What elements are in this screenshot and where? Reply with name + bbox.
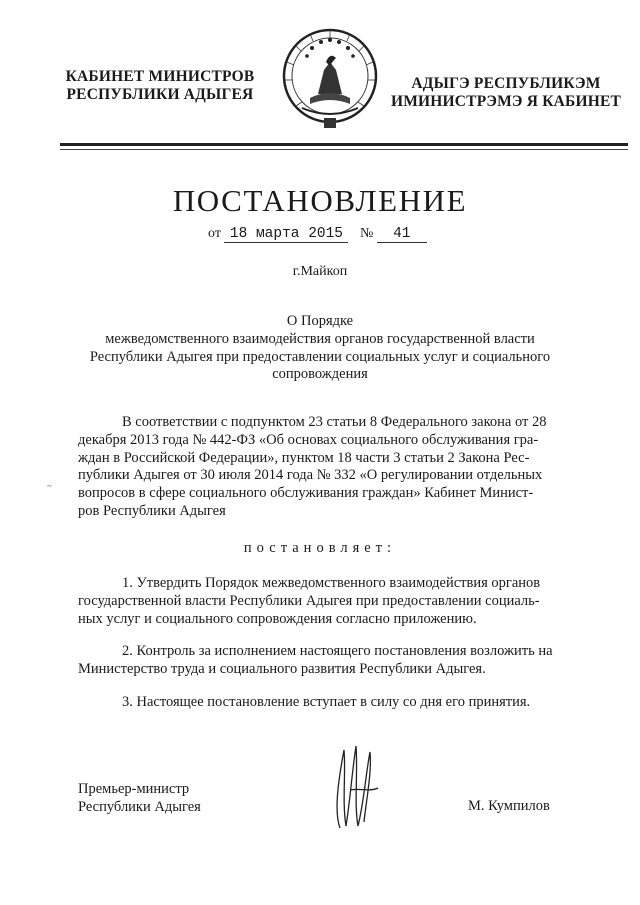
header-divider-thick <box>60 143 628 146</box>
decree-word: постановляет: <box>243 540 397 556</box>
subject-line: О Порядке <box>286 313 354 329</box>
document-title: ПОСТАНОВЛЕНИЕ <box>172 183 468 218</box>
signatory-title <box>78 780 201 816</box>
date-number-line <box>208 226 427 243</box>
city: г.Майкоп <box>292 264 348 279</box>
preamble-line: ров Республики Адыгея <box>78 502 226 519</box>
issuer-line-2: РЕСПУБЛИКИ АДЫГЕЯ <box>66 86 254 103</box>
item-line: Министерство труда и социального развития Республики Адыгея. <box>78 660 486 677</box>
preamble-line: декабря 2013 года № 442-ФЗ «Об основах социального обслуживания гра- <box>78 431 539 448</box>
preamble-line: публики Адыгея от 30 июля 2014 года № 332 «О регулировании отдельных <box>78 467 543 484</box>
issuer-line-1: КАБИНЕТ МИНИСТРОВ <box>65 68 255 85</box>
item-line: 1. Утвердить Порядок межведомственного взаимодействия органов <box>122 575 541 591</box>
number-prefix: № <box>359 226 374 241</box>
signatory-name: М. Кумпилов <box>468 798 550 814</box>
decree-item-3 <box>78 694 578 712</box>
issuer-name-adyghe <box>388 75 624 111</box>
decree-item-1 <box>78 575 578 628</box>
margin-mark: ~ <box>47 481 52 491</box>
preamble-paragraph <box>78 414 578 521</box>
subject-line: межведомственного взаимодействия органов государственной власти <box>105 330 535 347</box>
number-field: 41 <box>377 226 427 243</box>
date-prefix: от <box>208 226 221 241</box>
issuer-adyghe-line-2: ИМИНИСТРЭМЭ Я КАБИНЕТ <box>390 93 622 110</box>
subject-line: Республики Адыгея при предоставлении социальных услуг и социального <box>89 348 551 365</box>
adygea-emblem-icon <box>280 22 380 134</box>
signatory-title-line-1: Премьер-министр <box>78 781 190 797</box>
item-line: 3. Настоящее постановление вступает в силу со дня его принятия. <box>122 694 531 710</box>
signatory-title-line-2: Республики Адыгея <box>78 799 201 815</box>
item-line: государственной власти Республики Адыгея при предоставлении социаль- <box>78 592 540 609</box>
subject-line: сопровождения <box>272 366 368 383</box>
item-line: 2. Контроль за исполнением настоящего постановления возложить на <box>122 643 553 659</box>
decree-item-2 <box>78 643 578 679</box>
document-subject <box>70 313 570 384</box>
preamble-line: вопросов в сфере социального обслуживания граждан» Кабинет Минист- <box>78 485 534 502</box>
issuer-adyghe-line-1: АДЫГЭ РЕСПУБЛИКЭМ <box>411 75 601 92</box>
handwritten-signature <box>320 742 384 832</box>
header-divider-thin <box>60 149 628 150</box>
preamble-line: ждан в Российской Федерации», пунктом 18 части 3 статьи 2 Закона Рес- <box>78 449 530 466</box>
item-line: ных услуг и социального сопровождения согласно приложению. <box>78 610 477 627</box>
date-field: 18 марта 2015 <box>224 226 348 243</box>
issuer-name-russian <box>60 68 260 104</box>
preamble-line: В соответствии с подпунктом 23 статьи 8 Федерального закона от 28 <box>122 414 547 430</box>
